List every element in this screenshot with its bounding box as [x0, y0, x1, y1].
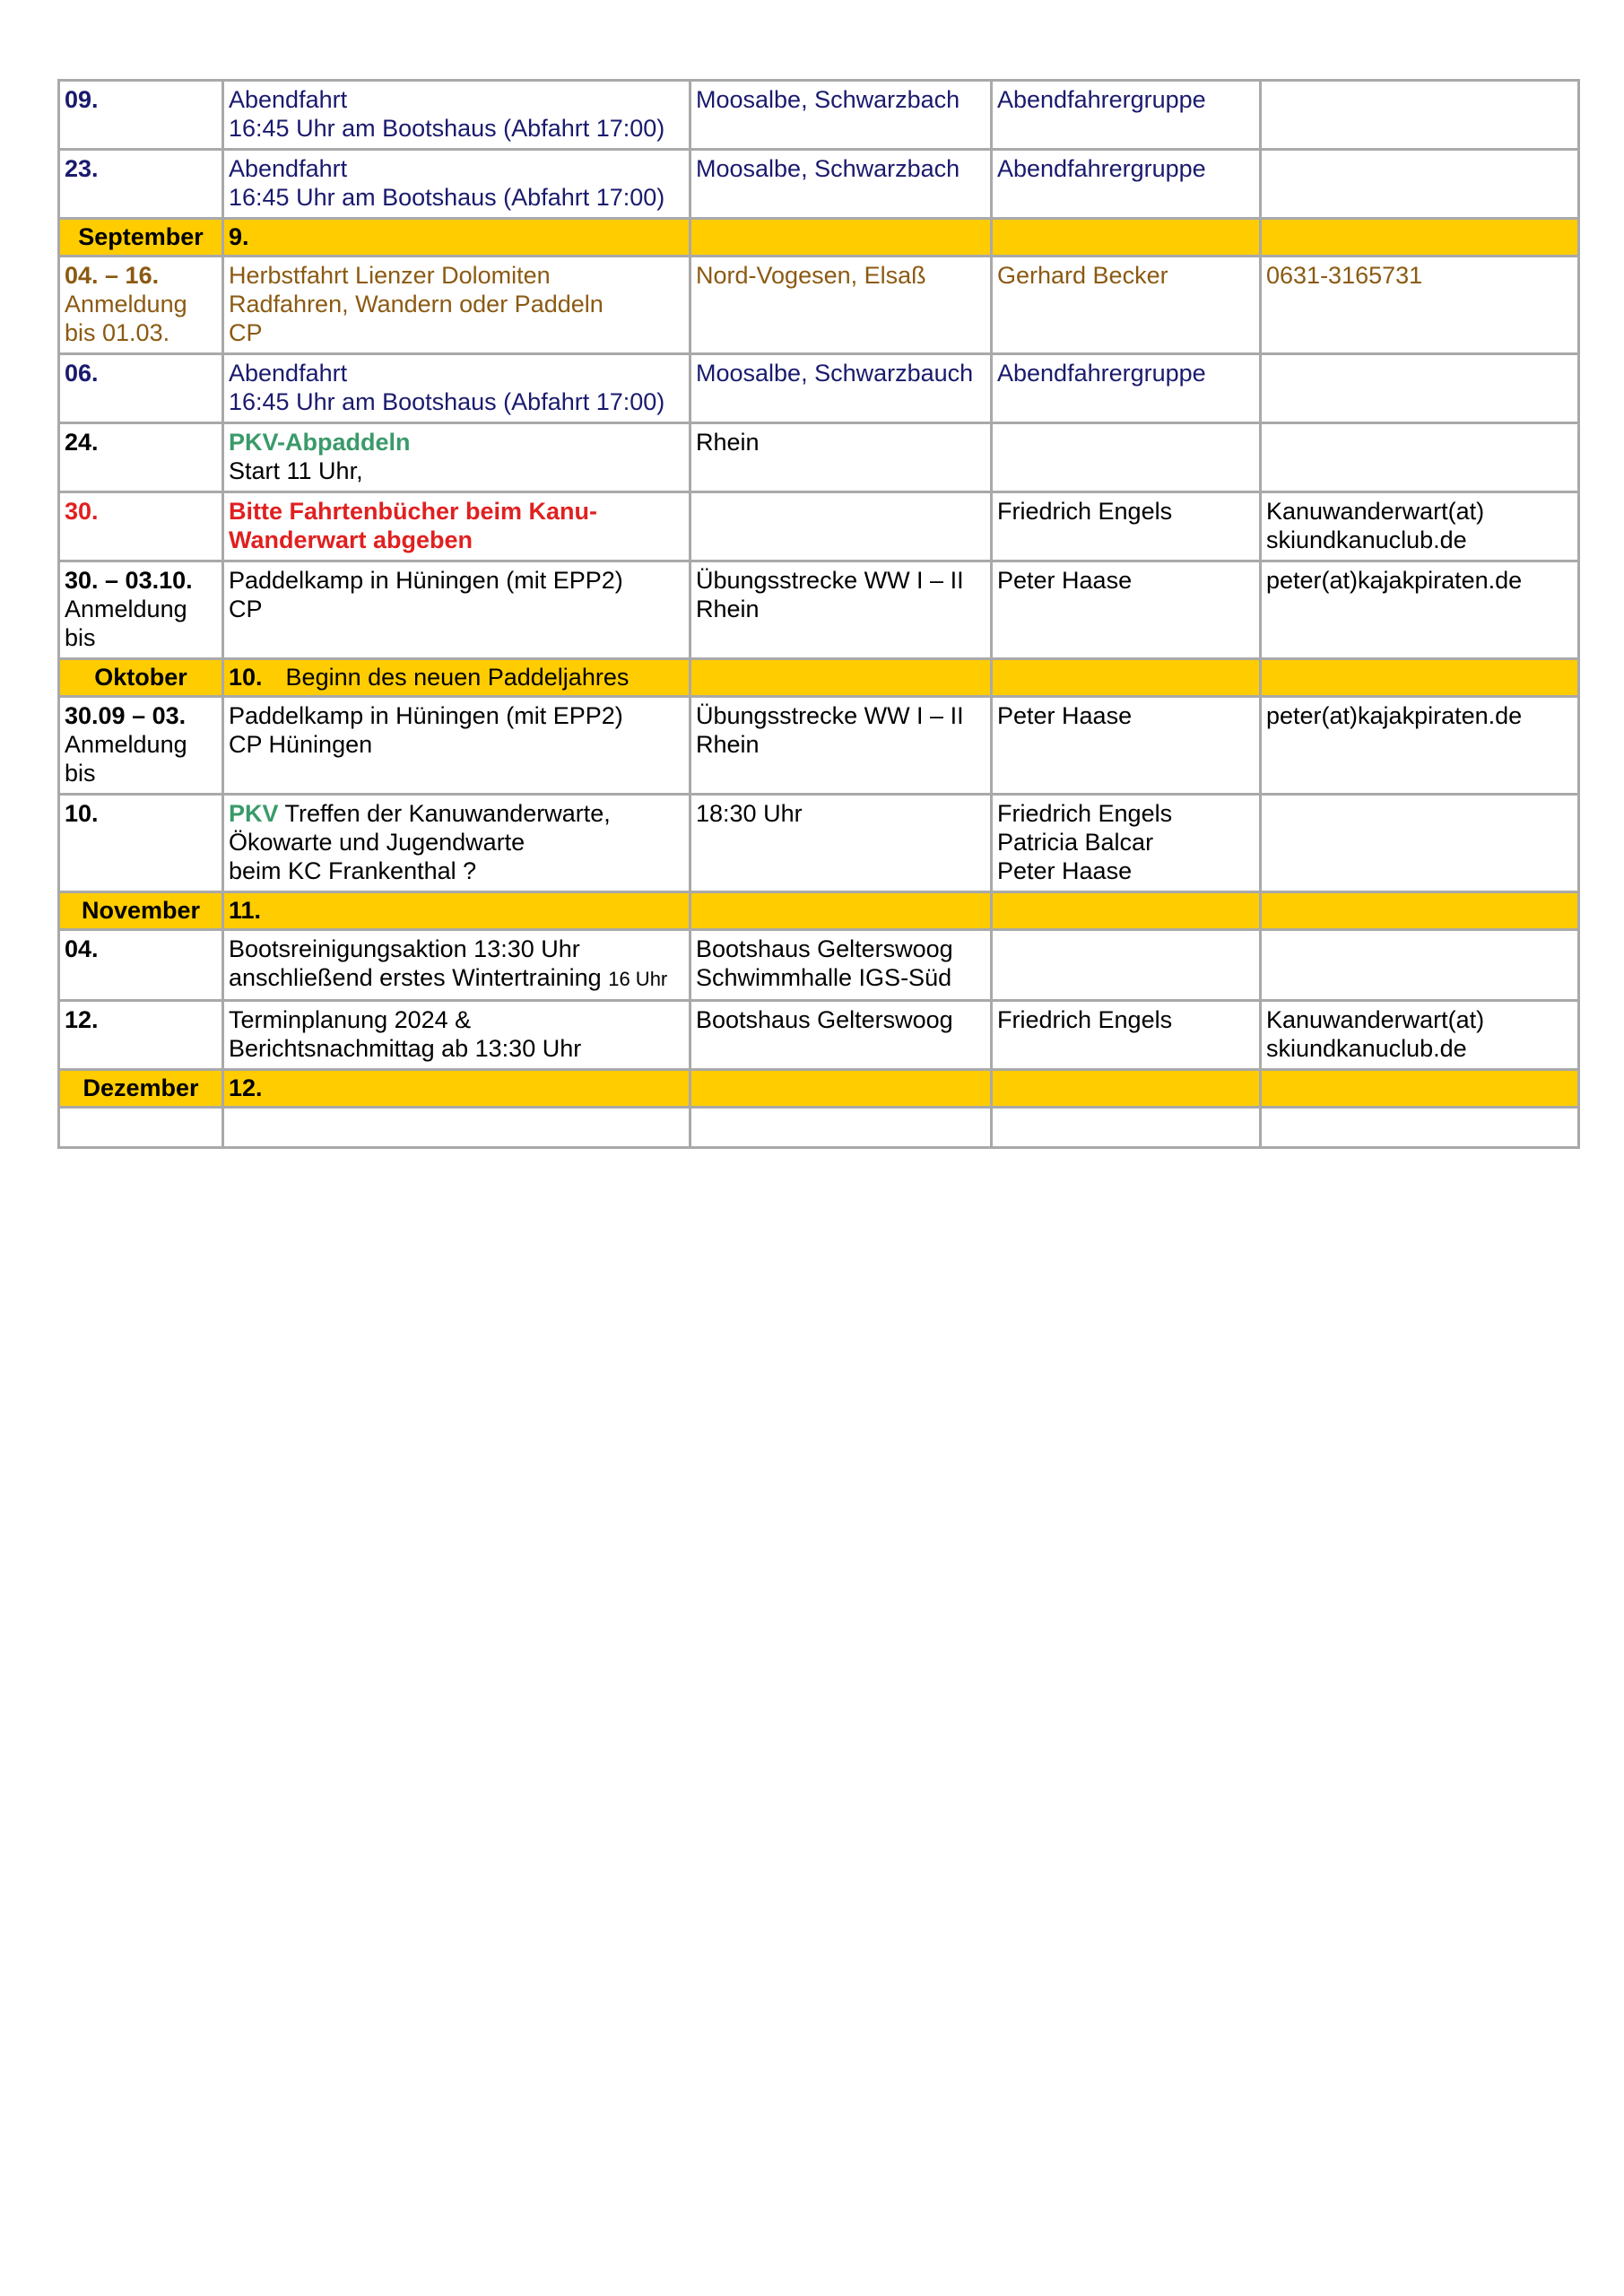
table-row — [60, 355, 1577, 422]
table-row — [60, 82, 1577, 148]
info-cell: Kanuwanderwart(at) skiundkanuclub.de — [1262, 1002, 1577, 1068]
table-row — [60, 698, 1577, 793]
event-cell: Bitte Fahrtenbücher beim Kanu- Wanderwart abgeben — [224, 493, 689, 560]
month-empty-cell — [1262, 893, 1577, 928]
contact-cell: Abendfahrergruppe — [993, 151, 1259, 217]
month-empty-cell — [691, 660, 990, 695]
date-cell: 30. – 03.10. Anmeldung bis — [60, 562, 221, 657]
event-cell: Abendfahrt 16:45 Uhr am Bootshaus (Abfahrt 17:00) — [224, 151, 689, 217]
month-empty-cell — [691, 220, 990, 255]
table-row — [60, 1002, 1577, 1068]
month-empty-cell — [1262, 220, 1577, 255]
event-cell: Abendfahrt 16:45 Uhr am Bootshaus (Abfahrt 17:00) — [224, 82, 689, 148]
contact-cell — [993, 931, 1259, 999]
contact-cell — [993, 424, 1259, 491]
month-name: November — [60, 893, 221, 928]
event-cell: Herbstfahrt Lienzer Dolomiten Radfahren, Wandern oder Paddeln CP — [224, 257, 689, 352]
month-empty-cell — [993, 1071, 1259, 1106]
date-cell: 09. — [60, 82, 221, 148]
location-cell: 18:30 Uhr — [691, 796, 990, 891]
event-cell: PKV Treffen der Kanuwanderwarte, Ökowarte und Jugendwarte beim KC Frankenthal ? — [224, 796, 689, 891]
month-number-cell: 9. — [224, 220, 689, 255]
contact-cell: Peter Haase — [993, 562, 1259, 657]
contact-cell: Gerhard Becker — [993, 257, 1259, 352]
info-cell — [1262, 355, 1577, 422]
info-cell: Kanuwanderwart(at) skiundkanuclub.de — [1262, 493, 1577, 560]
table-row — [60, 257, 1577, 352]
location-cell: Moosalbe, Schwarzbach — [691, 151, 990, 217]
month-name: Dezember — [60, 1071, 221, 1106]
empty-cell — [60, 1109, 221, 1146]
month-name: Oktober — [60, 660, 221, 695]
month-empty-cell — [691, 893, 990, 928]
date-cell: 30.09 – 03. Anmeldung bis — [60, 698, 221, 793]
contact-cell: Abendfahrergruppe — [993, 355, 1259, 422]
info-cell — [1262, 151, 1577, 217]
contact-cell: Peter Haase — [993, 698, 1259, 793]
month-number-cell: 12. — [224, 1071, 689, 1106]
table-row — [60, 562, 1577, 657]
month-header-row — [60, 220, 1577, 255]
empty-cell — [691, 1109, 990, 1146]
table-row — [60, 493, 1577, 560]
date-cell: 04. — [60, 931, 221, 999]
contact-cell: Friedrich Engels — [993, 1002, 1259, 1068]
date-cell: 24. — [60, 424, 221, 491]
date-cell: 30. — [60, 493, 221, 560]
date-cell: 23. — [60, 151, 221, 217]
event-cell: Paddelkamp in Hüningen (mit EPP2) CP Hüningen — [224, 698, 689, 793]
info-cell — [1262, 424, 1577, 491]
location-cell: Rhein — [691, 424, 990, 491]
month-empty-cell — [993, 660, 1259, 695]
location-cell: Nord-Vogesen, Elsaß — [691, 257, 990, 352]
schedule-table — [57, 79, 1580, 1149]
month-empty-cell — [1262, 1071, 1577, 1106]
month-name: September — [60, 220, 221, 255]
location-cell: Moosalbe, Schwarzbauch — [691, 355, 990, 422]
date-cell: 10. — [60, 796, 221, 891]
table-row — [60, 151, 1577, 217]
contact-cell: Friedrich Engels — [993, 493, 1259, 560]
table-row — [60, 931, 1577, 999]
month-empty-cell — [993, 893, 1259, 928]
month-header-row — [60, 660, 1577, 695]
empty-cell — [1262, 1109, 1577, 1146]
date-cell: 06. — [60, 355, 221, 422]
empty-cell — [993, 1109, 1259, 1146]
location-cell: Moosalbe, Schwarzbach — [691, 82, 990, 148]
pkv-label: PKV — [229, 800, 279, 827]
event-cell: Abendfahrt 16:45 Uhr am Bootshaus (Abfahrt 17:00) — [224, 355, 689, 422]
info-cell — [1262, 82, 1577, 148]
month-note: Beginn des neuen Paddeljahres — [285, 664, 630, 691]
contact-cell: Friedrich Engels Patricia Balcar Peter Haase — [993, 796, 1259, 891]
info-cell — [1262, 796, 1577, 891]
event-cell: Paddelkamp in Hüningen (mit EPP2) CP — [224, 562, 689, 657]
location-cell: Übungsstrecke WW I – II Rhein — [691, 562, 990, 657]
month-empty-cell — [993, 220, 1259, 255]
month-number-cell: 10. Beginn des neuen Paddeljahres — [224, 660, 689, 695]
info-cell — [1262, 931, 1577, 999]
empty-cell — [224, 1109, 689, 1146]
table-row — [60, 796, 1577, 891]
month-header-row — [60, 893, 1577, 928]
table-row — [60, 424, 1577, 491]
event-cell: Terminplanung 2024 & Berichtsnachmittag ab 13:30 Uhr — [224, 1002, 689, 1068]
month-number-cell: 11. — [224, 893, 689, 928]
location-cell: Bootshaus Gelterswoog Schwimmhalle IGS-Süd — [691, 931, 990, 999]
date-cell: 04. – 16. Anmeldung bis 01.03. — [60, 257, 221, 352]
event-cell: Bootsreinigungsaktion 13:30 Uhr anschließend erstes Wintertraining 16 Uhr — [224, 931, 689, 999]
date-cell: 12. — [60, 1002, 221, 1068]
location-cell: Bootshaus Gelterswoog — [691, 1002, 990, 1068]
empty-row — [60, 1109, 1577, 1146]
info-cell: 0631-3165731 — [1262, 257, 1577, 352]
info-cell: peter(at)kajakpiraten.de — [1262, 698, 1577, 793]
event-cell: PKV-Abpaddeln Start 11 Uhr, — [224, 424, 689, 491]
info-cell: peter(at)kajakpiraten.de — [1262, 562, 1577, 657]
month-empty-cell — [1262, 660, 1577, 695]
contact-cell: Abendfahrergruppe — [993, 82, 1259, 148]
location-cell: Übungsstrecke WW I – II Rhein — [691, 698, 990, 793]
location-cell — [691, 493, 990, 560]
month-header-row — [60, 1071, 1577, 1106]
month-empty-cell — [691, 1071, 990, 1106]
